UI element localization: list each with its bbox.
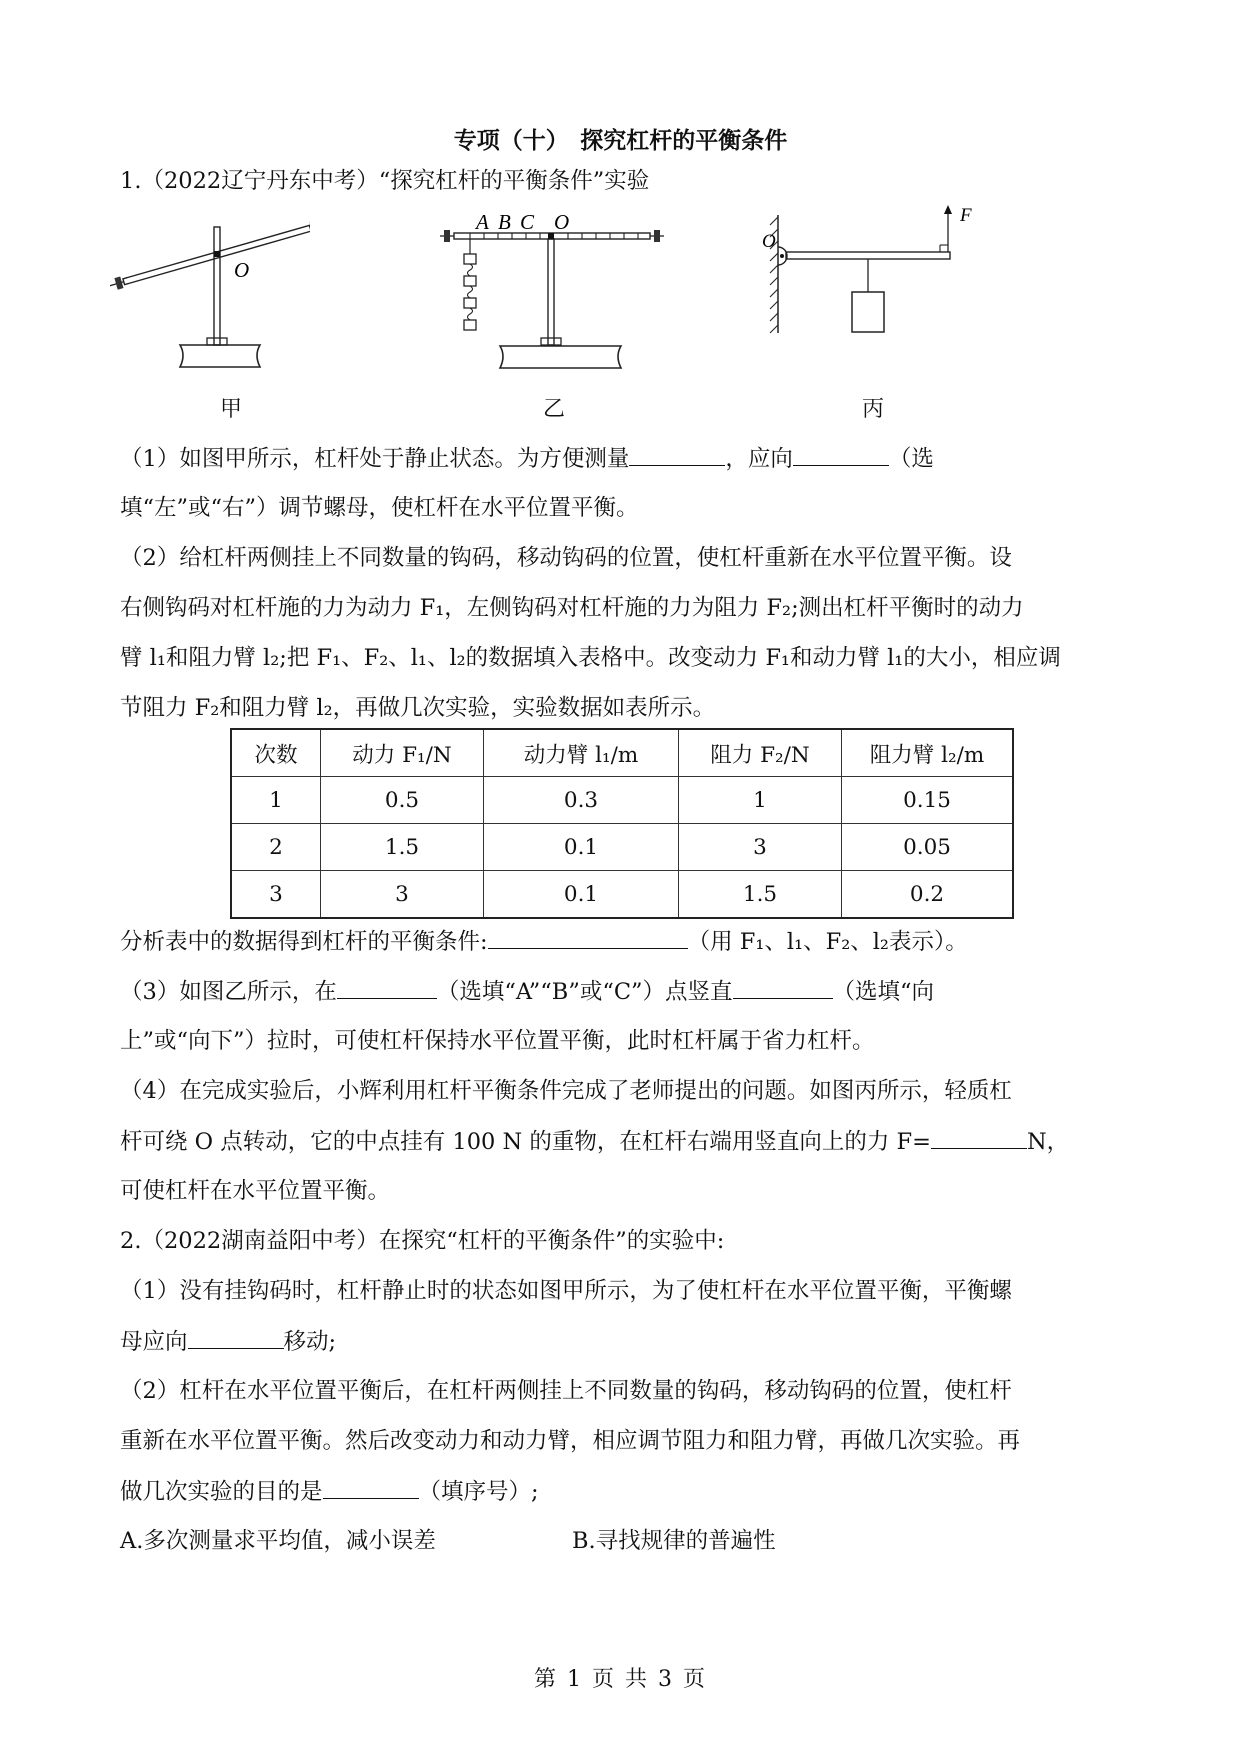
page-footer: 第 1 页 共 3 页 <box>534 1667 707 1692</box>
table-row: 1 0.5 0.3 1 0.15 <box>231 777 1013 824</box>
figure-label-bing: 丙 <box>862 397 885 422</box>
figure-bing <box>760 205 980 375</box>
fig-jia-o-label: O <box>234 258 250 282</box>
answer-blank[interactable] <box>488 926 688 949</box>
q1-part4-line2: 杆可绕 O 点转动，它的中点挂有 100 N 的重物，在杠杆右端用竖直向上的力 F= N， <box>120 1126 1069 1157</box>
fig-bing-o-label: O <box>762 231 776 252</box>
fig-yi-o-label: O <box>554 210 570 234</box>
table-header-row <box>231 729 1013 777</box>
q2-option-b: B.寻找规律的普遍性 <box>572 1528 776 1554</box>
figure-yi <box>438 206 668 376</box>
q1-header: 1.（2022辽宁丹东中考）“探究杠杆的平衡条件”实验 <box>120 168 650 194</box>
answer-blank[interactable] <box>629 443 725 466</box>
answer-blank[interactable] <box>793 443 889 466</box>
experiment-data-table <box>230 728 1014 919</box>
answer-blank[interactable] <box>323 1476 419 1499</box>
page-title: 专项（十） 探究杠杆的平衡条件 <box>453 128 788 154</box>
fig-bing-f-label: F <box>960 205 972 226</box>
q1-part4-line1: （4）在完成实验后，小辉利用杠杆平衡条件完成了老师提出的问题。如图丙所示，轻质杠 <box>120 1078 1012 1104</box>
table-header-cell: 动力 F₁/N <box>321 729 484 777</box>
q2-part1-line2: 母应向 移动; <box>120 1326 336 1357</box>
q1-part3-line1: （3）如图乙所示，在 （选填“A”“B”或“C”）点竖直 （选填“向 <box>120 976 934 1007</box>
q1-part4-line3: 可使杠杆在水平位置平衡。 <box>120 1178 391 1204</box>
answer-blank[interactable] <box>733 976 833 999</box>
q1-part1-line2: 填“左”或“右”）调节螺母，使杠杆在水平位置平衡。 <box>120 495 639 521</box>
table-row: 2 1.5 0.1 3 0.05 <box>231 824 1013 871</box>
q1-part2-line4: 节阻力 F₂和阻力臂 l₂，再做几次实验，实验数据如表所示。 <box>120 695 716 721</box>
q1-part2-line2: 右侧钩码对杠杆施的力为动力 F₁，左侧钩码对杠杆施的力为阻力 F₂;测出杠杆平衡时的动力 <box>120 595 1024 621</box>
figure-label-yi: 乙 <box>543 397 566 422</box>
q2-option-a: A.多次测量求平均值，减小误差 <box>120 1528 436 1554</box>
figure-jia <box>110 205 310 375</box>
fig-yi-a-label: A <box>476 210 489 234</box>
table-header-cell: 次数 <box>231 729 321 777</box>
q1-part2-line1: （2）给杠杆两侧挂上不同数量的钩码，移动钩码的位置，使杠杆重新在水平位置平衡。设 <box>120 545 1012 571</box>
q2-part1-line1: （1）没有挂钩码时，杠杆静止时的状态如图甲所示，为了使杠杆在水平位置平衡，平衡螺 <box>120 1278 1012 1304</box>
table-row: 3 3 0.1 1.5 0.2 <box>231 871 1013 919</box>
q1-part2-line3: 臂 l₁和阻力臂 l₂;把 F₁、F₂、l₁、l₂的数据填入表格中。改变动力 F₁和动力臂 l₁的大小，相应调 <box>120 645 1061 671</box>
q1-part1-line1: （1）如图甲所示，杠杆处于静止状态。为方便测量 ，应向 （选 <box>120 443 934 474</box>
q1-part3-line2: 上”或“向下”）拉时，可使杠杆保持水平位置平衡，此时杠杆属于省力杠杆。 <box>120 1028 875 1054</box>
fig-yi-c-label: C <box>520 210 535 234</box>
answer-blank[interactable] <box>337 976 437 999</box>
answer-blank[interactable] <box>931 1126 1027 1149</box>
fig-yi-b-label: B <box>498 210 511 234</box>
q2-header: 2.（2022湖南益阳中考）在探究“杠杆的平衡条件”的实验中: <box>120 1228 725 1254</box>
q2-part2-line1: （2）杠杆在水平位置平衡后，在杠杆两侧挂上不同数量的钩码，移动钩码的位置，使杠杆 <box>120 1378 1012 1404</box>
table-header-cell: 阻力臂 l₂/m <box>842 729 1014 777</box>
q2-part2-line2: 重新在水平位置平衡。然后改变动力和动力臂，相应调节阻力和阻力臂，再做几次实验。再 <box>120 1428 1021 1454</box>
q2-part2-line3: 做几次实验的目的是 （填序号）; <box>120 1476 539 1507</box>
q1-analysis: 分析表中的数据得到杠杆的平衡条件: （用 F₁、l₁、F₂、l₂表示）。 <box>120 926 968 957</box>
table-header-cell: 动力臂 l₁/m <box>484 729 679 777</box>
answer-blank[interactable] <box>188 1326 284 1349</box>
figure-label-jia: 甲 <box>220 397 243 422</box>
table-header-cell: 阻力 F₂/N <box>679 729 842 777</box>
